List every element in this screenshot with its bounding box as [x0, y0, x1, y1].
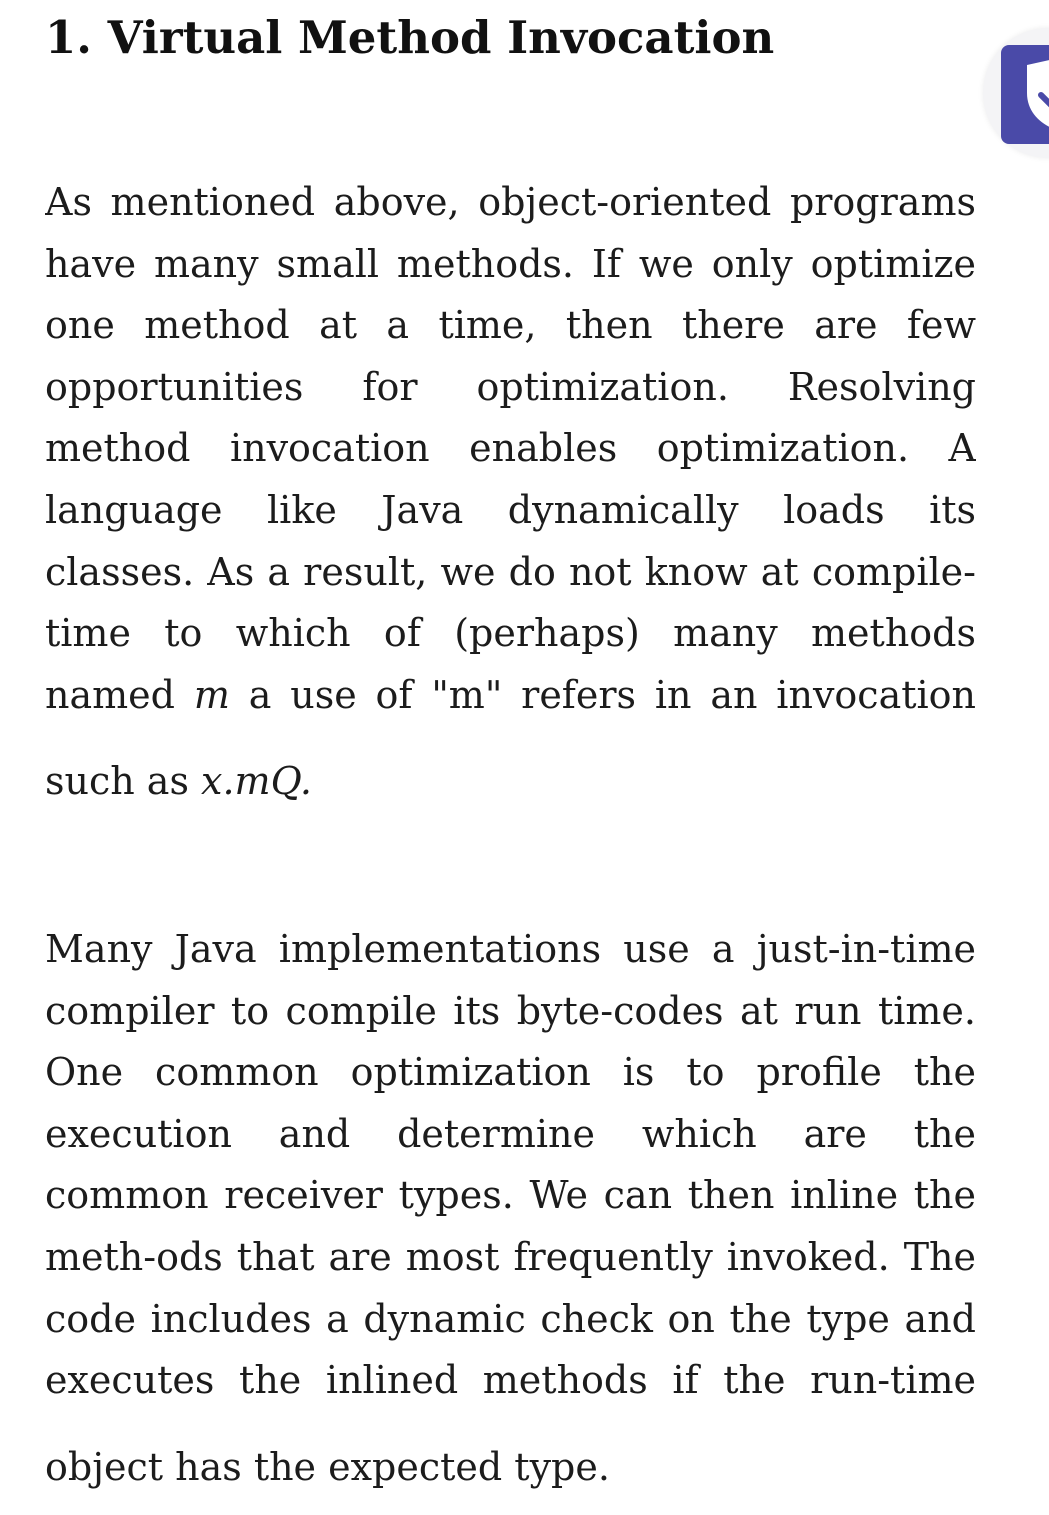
text-segment: a use of "m" refers in an invocation — [229, 672, 976, 717]
text-line: time to which of (perhaps) many methods — [45, 611, 976, 656]
text-line: one method at a time, then there are few — [45, 303, 976, 348]
text-line: compiler to compile its byte-codes at run time. — [45, 988, 976, 1033]
text-line — [45, 751, 976, 813]
italic-invocation-example: x.mQ. — [201, 759, 312, 804]
paragraph-virtual-method — [45, 172, 976, 813]
text-line: method invocation enables optimization. A — [45, 426, 976, 471]
text-line: classes. As a result, we do not know at compile- — [45, 549, 976, 594]
text-line: One common optimization is to profile the — [45, 1050, 976, 1095]
text-line — [45, 665, 976, 727]
text-line: As mentioned above, object-oriented programs — [45, 180, 976, 224]
shield-check-icon[interactable] — [1001, 45, 1049, 144]
text-line: code includes a dynamic check on the type and — [45, 1296, 976, 1341]
text-line: common receiver types. We can then inline the — [45, 1173, 976, 1218]
text-line: execution and determine which are the — [45, 1111, 976, 1156]
text-line: object has the expected type. — [45, 1444, 610, 1489]
section-heading: 1. Virtual Method Invocation — [45, 11, 775, 64]
text-line: language like Java dynamically loads its — [45, 487, 976, 532]
text-line: executes the inlined methods if the run-time — [45, 1358, 976, 1403]
text-line: Many Java implementations use a just-in-time — [45, 927, 976, 971]
text-segment: named — [45, 672, 194, 717]
text-line: meth-ods that are most frequently invoked. The — [45, 1234, 976, 1279]
paragraph-jit-compiler — [45, 919, 976, 1498]
text-line: have many small methods. If we only optimize — [45, 241, 976, 286]
text-line: opportunities for optimization. Resolving — [45, 364, 976, 409]
italic-method-name: m — [193, 672, 230, 717]
text-segment: such as — [45, 759, 202, 804]
